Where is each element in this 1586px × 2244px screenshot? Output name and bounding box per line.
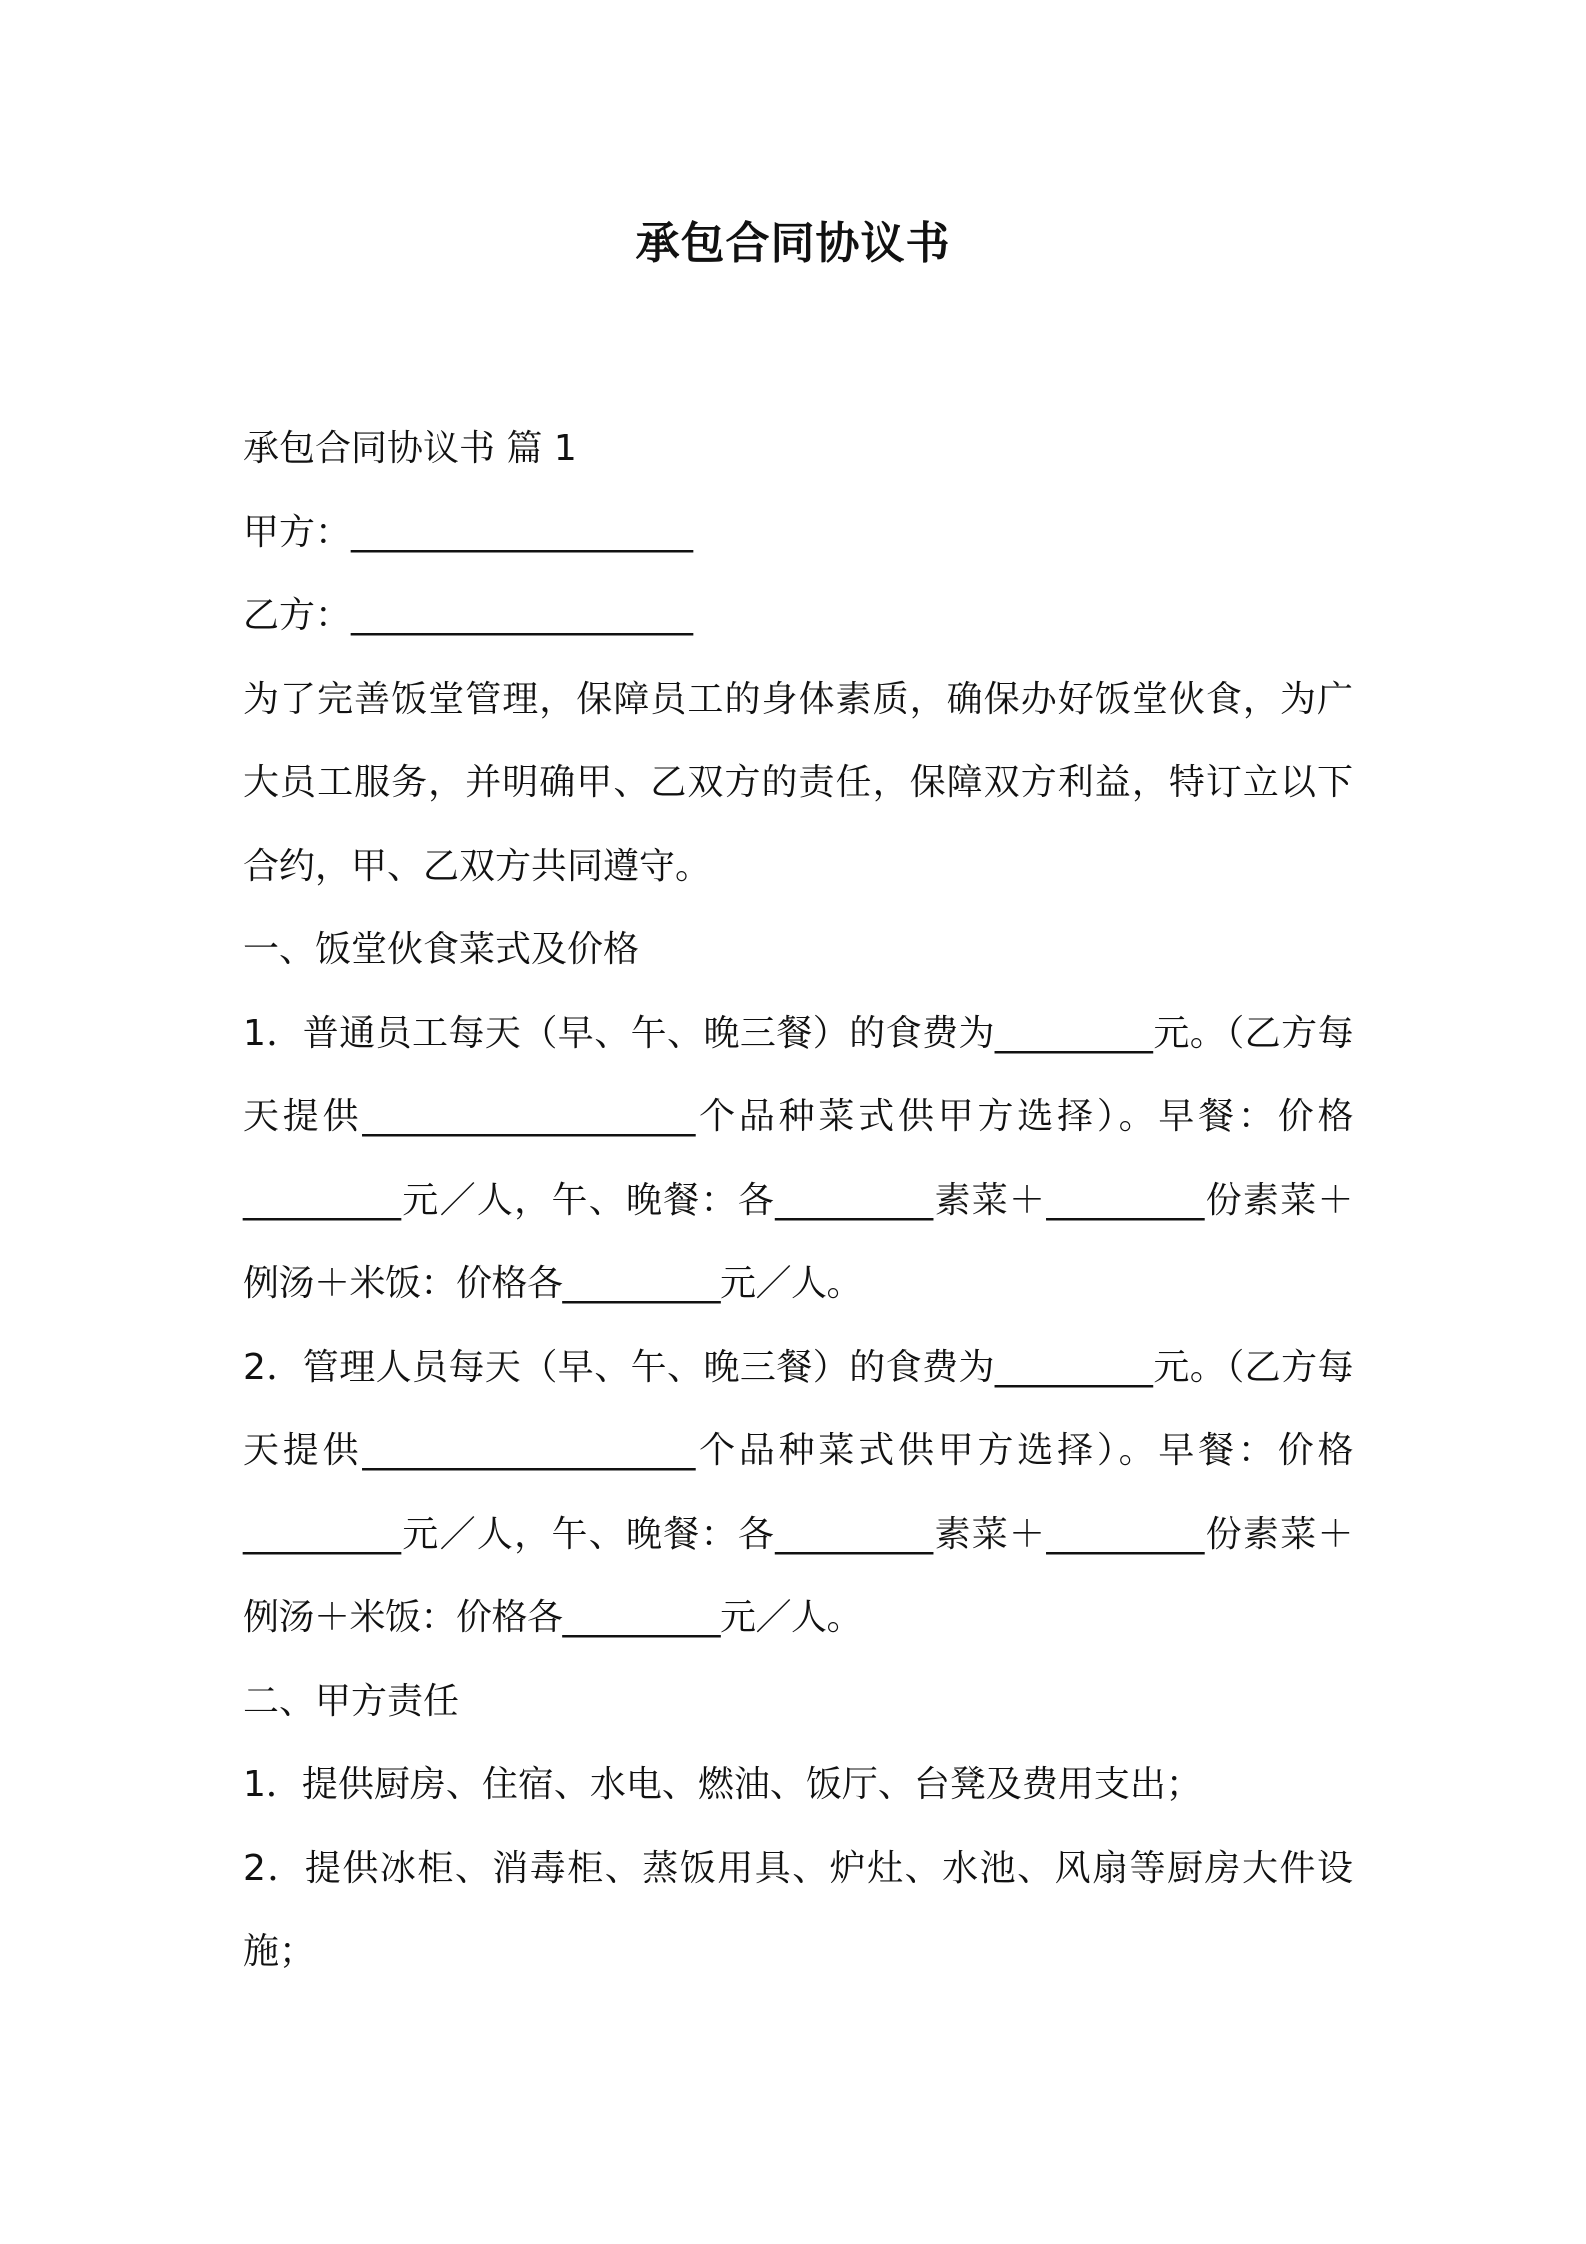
clause-party-a-duty-1: 1．提供厨房、住宿、水电、燃油、饭厅、台凳及费用支出； xyxy=(243,1764,1202,1805)
clause-party-a-duty-2: 2．提供冰柜、消毒柜、蒸饭用具、炉灶、水池、风扇等厨房大件设施； xyxy=(243,1847,1353,1972)
intro-paragraph: 为了完善饭堂管理，保障员工的身体素质，确保办好饭堂伙食，为广大员工服务，并明确甲、乙双方的责任，保障双方利益，特订立以下合约，甲、乙双方共同遵守。 xyxy=(243,678,1353,887)
heading-menu-and-price: 一、饭堂伙食菜式及价格 xyxy=(243,929,640,970)
heading-party-a-duties: 二、甲方责任 xyxy=(243,1680,460,1722)
document-title: 承包合同协议书 xyxy=(635,218,951,269)
party-a-line: 甲方：___________________ xyxy=(243,511,694,553)
party-b-line: 乙方：___________________ xyxy=(243,595,694,636)
clause-management-meals: 2．管理人员每天（早、午、晚三餐）的食费为_________元。（乙方每天提供___________________个品种菜式供甲方选择）。早餐：价格_________元／人，午、晚餐：各_________素菜＋_________份素菜＋例汤＋米饭：价格各_________元／人。 xyxy=(243,1346,1353,1638)
document-body xyxy=(243,407,1353,1994)
clause-regular-staff-meals: 1．普通员工每天（早、午、晚三餐）的食费为_________元。（乙方每天提供___________________个品种菜式供甲方选择）。早餐：价格_________元／人，午、晚餐：各_________素菜＋_________份素菜＋例汤＋米饭：价格各_________元／人。 xyxy=(243,1012,1353,1304)
section-title: 承包合同协议书 篇 1 xyxy=(243,428,577,469)
